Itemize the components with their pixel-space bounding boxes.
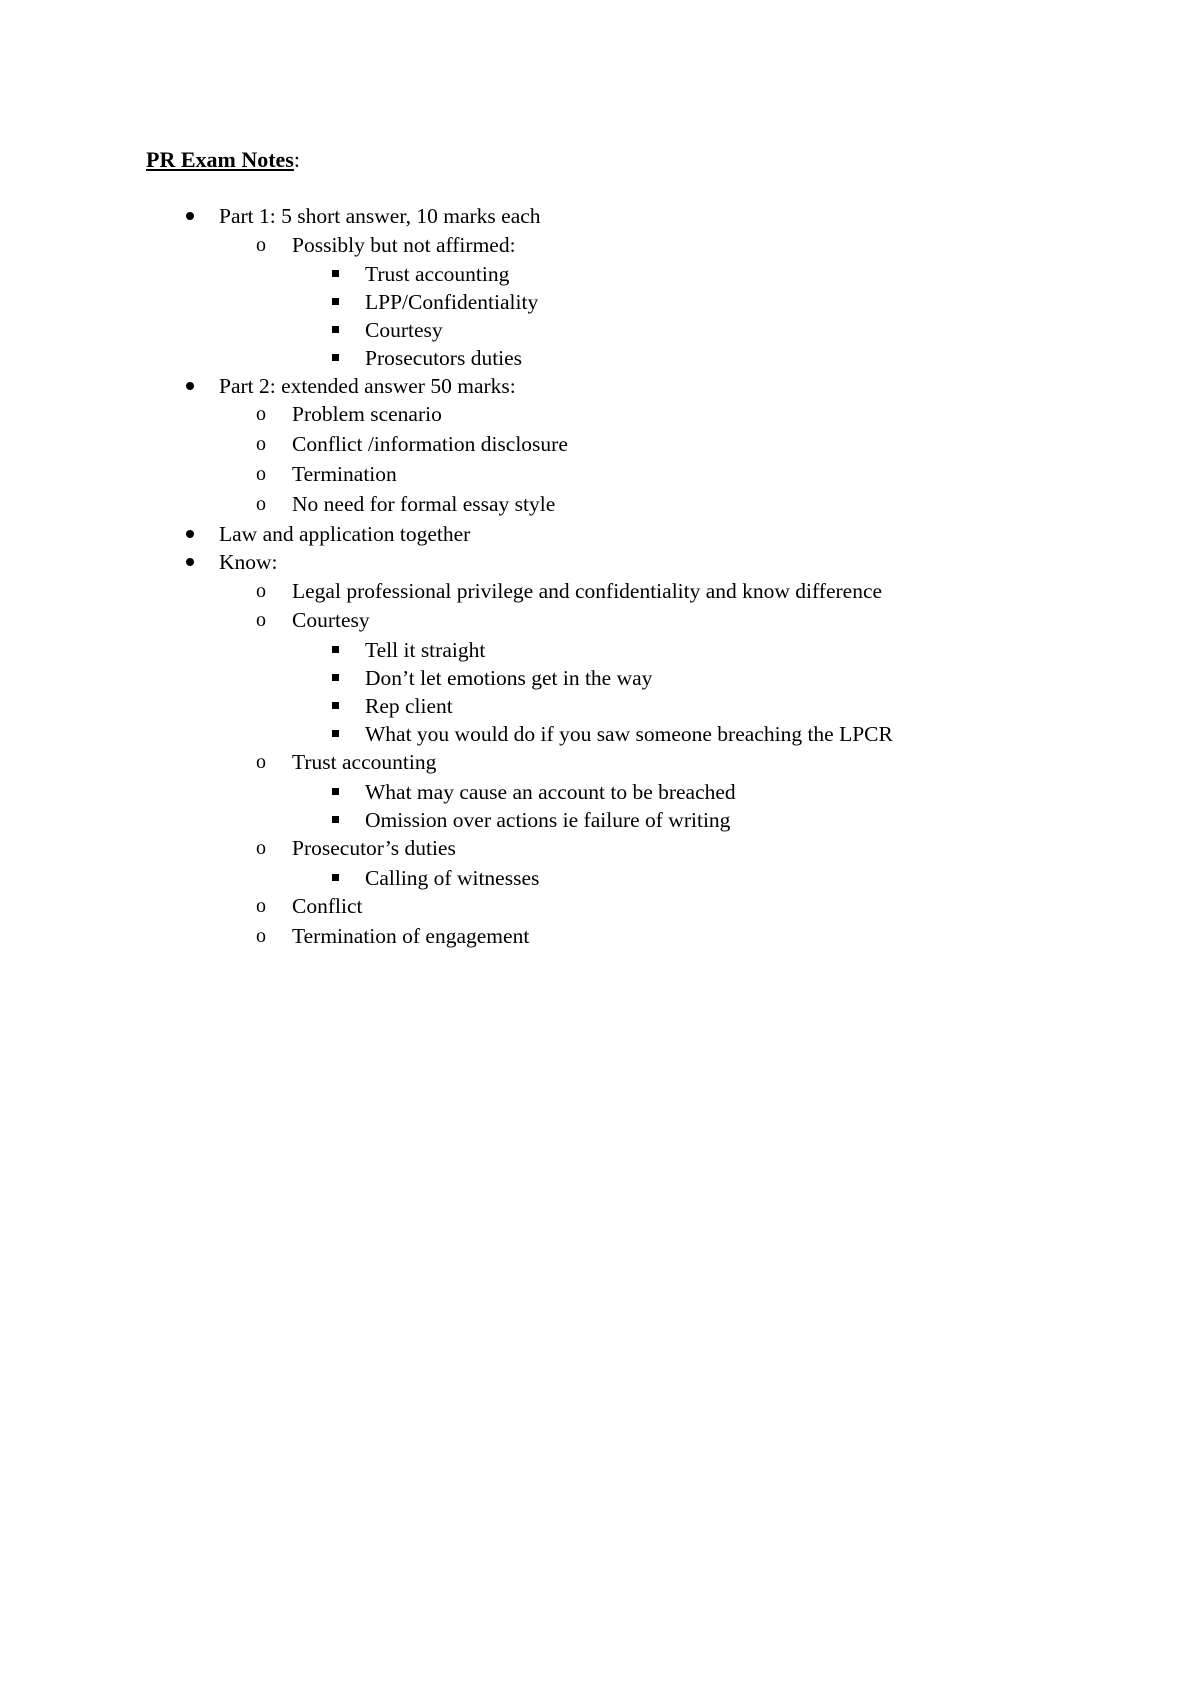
bullet-circle-icon: o [256,925,266,947]
list-item [219,372,516,400]
bullet-disc-icon [186,382,194,390]
bullet-square-icon [332,298,339,305]
list-item-text: Courtesy [365,318,443,342]
bullet-circle-icon: o [256,895,266,917]
bullet-square-icon [332,788,339,795]
list-item [256,922,530,950]
list-item [365,316,443,344]
list-item-text: Possibly but not affirmed: [292,233,516,257]
bullet-square-icon [332,270,339,277]
bullet-circle-icon: o [256,234,266,256]
list-item-text: Trust accounting [292,750,437,774]
list-item [219,202,541,230]
list-item-text: No need for formal essay style [292,492,556,516]
bullet-disc-icon [186,212,194,220]
document-title-colon: : [293,147,300,172]
list-item-text: Problem scenario [292,402,442,426]
list-item [256,606,370,634]
list-item-text: Tell it straight [365,638,486,662]
list-item-text: Trust accounting [365,262,510,286]
list-item-text: Omission over actions ie failure of writing [365,808,731,832]
bullet-square-icon [332,326,339,333]
bullet-square-icon [332,674,339,681]
list-item [256,834,456,862]
list-item [256,430,568,458]
bullet-circle-icon: o [256,433,266,455]
bullet-circle-icon: o [256,493,266,515]
list-item [365,260,509,288]
list-item-text: Part 1: 5 short answer, 10 marks each [219,204,541,228]
list-item-text: Conflict [292,894,363,918]
list-item [365,288,538,316]
list-item-text: Law and application together [219,522,471,546]
list-item-text: What may cause an account to be breached [365,780,736,804]
list-item-text: What you would do if you saw someone breaching the LPCR [365,722,893,746]
bullet-circle-icon: o [256,463,266,485]
list-item [365,864,539,892]
bullet-circle-icon: o [256,609,266,631]
list-item [219,548,278,576]
list-item-text: Legal professional privilege and confidentiality and know difference [292,579,883,603]
bullet-square-icon [332,874,339,881]
list-item [219,520,470,548]
bullet-disc-icon [186,558,194,566]
list-item-text: Termination of engagement [292,924,530,948]
list-item-text: Calling of witnesses [365,866,540,890]
list-item-text: Rep client [365,694,453,718]
bullet-square-icon [332,816,339,823]
bullet-square-icon [332,702,339,709]
list-item [365,636,485,664]
list-item-text: Prosecutor’s duties [292,836,456,860]
bullet-disc-icon [186,530,194,538]
list-item [256,577,883,605]
bullet-circle-icon: o [256,403,266,425]
list-item [365,344,522,372]
bullet-circle-icon: o [256,751,266,773]
list-item [256,460,397,488]
list-item-text: Prosecutors duties [365,346,523,370]
list-item-text: Courtesy [292,608,370,632]
bullet-square-icon [332,646,339,653]
list-item-text: Don’t let emotions get in the way [365,666,653,690]
list-item [256,400,442,428]
list-item [256,231,516,259]
list-item [365,720,893,748]
list-item-text: Know: [219,550,278,574]
list-item [365,664,652,692]
bullet-square-icon [332,730,339,737]
bullet-circle-icon: o [256,580,266,602]
list-item-text: LPP/Confidentiality [365,290,539,314]
list-item [256,748,437,776]
document-title-text: PR Exam Notes [146,147,294,172]
bullet-square-icon [332,354,339,361]
list-item-text: Termination [292,462,397,486]
list-item [365,806,730,834]
list-item [365,778,736,806]
list-item-text: Part 2: extended answer 50 marks: [219,374,516,398]
document-title [146,144,300,176]
list-item [256,490,556,518]
bullet-circle-icon: o [256,837,266,859]
list-item [256,892,363,920]
list-item-text: Conflict /information disclosure [292,432,568,456]
list-item [365,692,453,720]
